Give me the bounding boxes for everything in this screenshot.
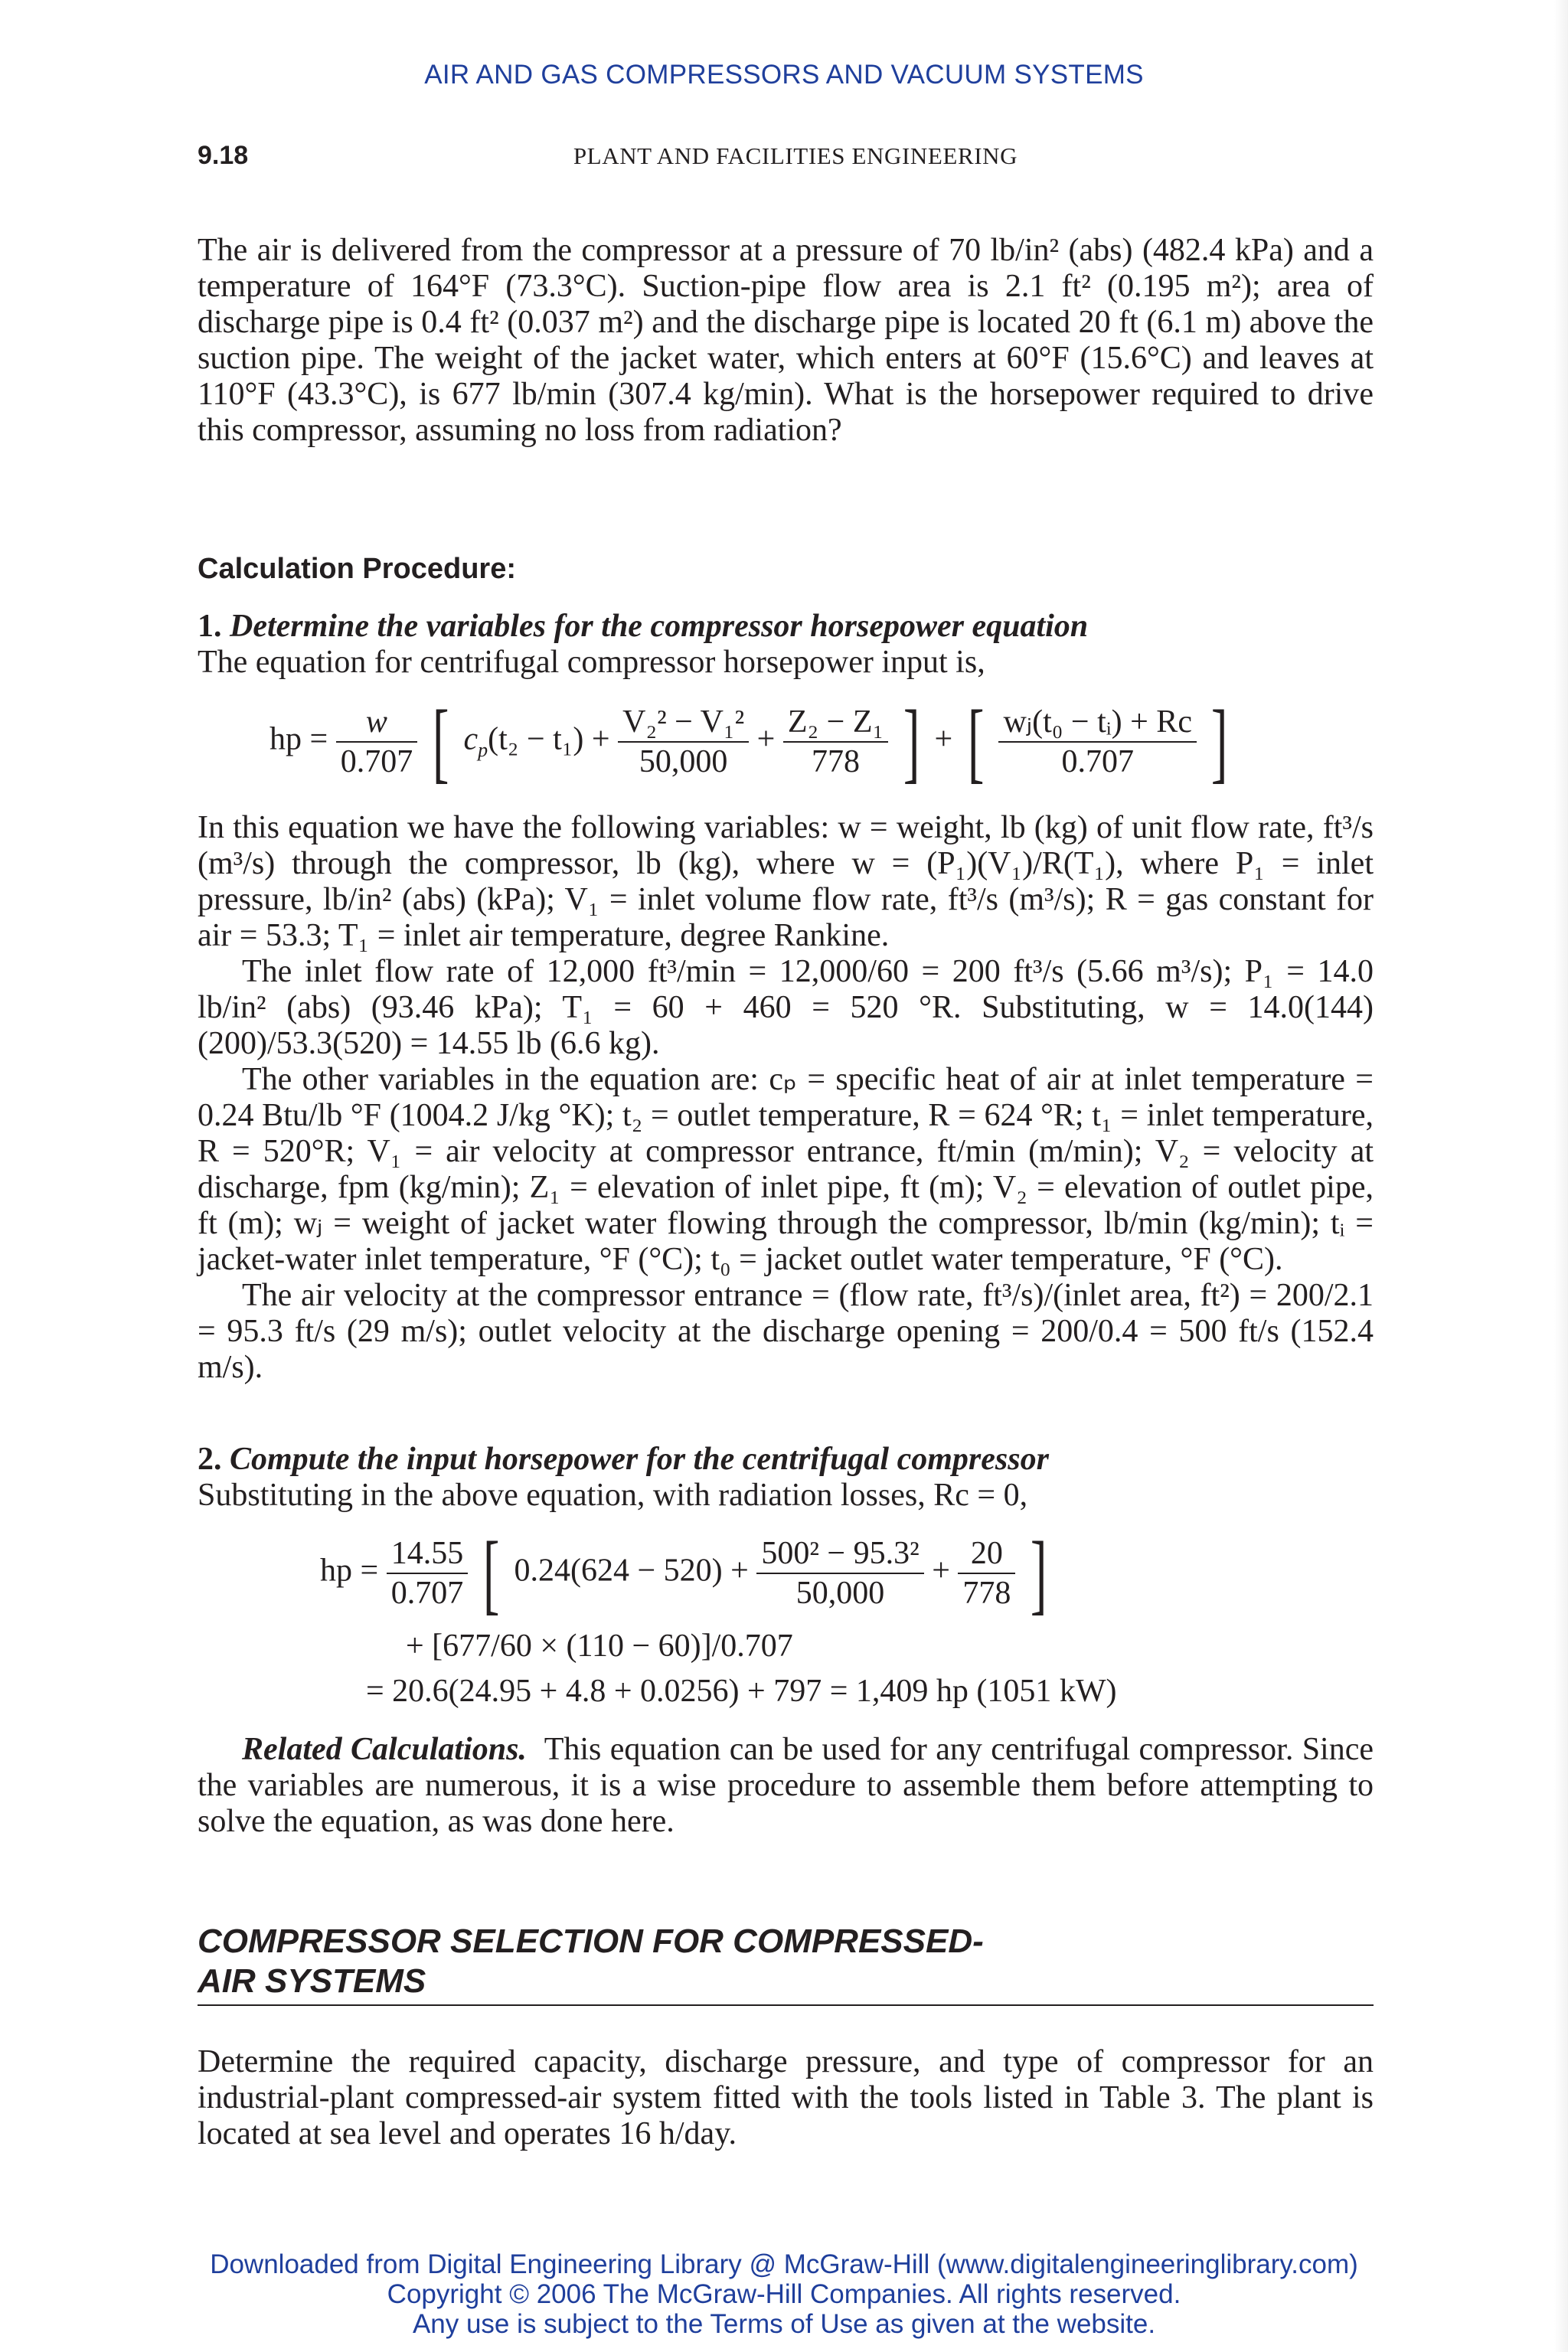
footer-copyright: Copyright © 2006 The McGraw-Hill Companies. All rights reserved. bbox=[387, 2279, 1181, 2309]
eq2-velocity-fraction bbox=[756, 1534, 923, 1612]
page-edge-shadow bbox=[1554, 0, 1568, 2352]
step-2-lead: Substituting in the above equation, with radiation losses, Rc = 0, bbox=[198, 1478, 1028, 1513]
section-heading-line-2: AIR SYSTEMS bbox=[198, 1962, 426, 2000]
step-2-title: Compute the input horsepower for the centrifugal compressor bbox=[230, 1442, 1049, 1477]
eq1-velocity-fraction bbox=[618, 703, 749, 781]
section-text: Determine the required capacity, discharge pressure, and type of compressor for an industrial-plant compressed-air system fitted with the tools listed in Table 3. The plant is located at sea level and operates 16 h/day. bbox=[198, 2044, 1374, 2151]
variables-paragraph-3: The other variables in the equation are: cₚ = specific heat of air at inlet temperature = 0.24 Btu/lb °F (1004.2 J/kg °K); t₂ = outlet temperature, R = 624 °R; t₁ = inlet temperature, R = 520°R; V₁ = air velocity at compressor entrance, ft/min (m/min); V₂ = velocity at discharge, fpm (kg/min); Z₁ = elevation of inlet pipe, ft (m); V₂ = elevation of outlet pipe, ft (m); wⱼ = weight of jacket water flowing through the compressor, lb/min (kg/min); tᵢ = jacket-water inlet temperature, °F (°C); t₀ = jacket outlet water temperature, °F (°C). bbox=[198, 1062, 1374, 1277]
variables-paragraph-4: The air velocity at the compressor entrance = (flow rate, ft³/s)/(inlet area, ft²) = 200/2.1 = 95.3 ft/s (29 m/s); outlet velocity at the discharge opening = 200/0.4 = 500 ft/s (152.4 m/s). bbox=[198, 1278, 1374, 1385]
horsepower-equation: hp = $\frac{w}{0.707}$ [ $c_p(t_2 - t_1)$ + $\frac{\text{V₂² − V₁²}}{50,000}$ + $\frac{\text{Z₂ − Z₁}}{778}$ ] + [ $\frac{\text{wⱼ(t₀ − tᵢ) + Rc}}{0.707}$ ] bbox=[270, 691, 1228, 792]
variables-paragraph-2: The inlet flow rate of 12,000 ft³/min = 12,000/60 = 200 ft³/s (5.66 m³/s); P₁ = 14.0 lb/in² (abs) (93.46 kPa); T₁ = 60 + 460 = 520 °R. Substituting, w = 14.0(144)(200)/53.3(520) = 14.55 lb (6.6 kg). bbox=[198, 954, 1374, 1061]
eq1-elevation-fraction bbox=[783, 703, 888, 781]
eq2-velocity-den: 50,000 bbox=[795, 1576, 885, 1611]
footer bbox=[0, 2249, 1568, 2339]
eq2-right-bracket: ] bbox=[1030, 1523, 1047, 1623]
eq2-velocity-num: 500² − 95.3² bbox=[756, 1534, 923, 1574]
eq2-elevation-den: 778 bbox=[962, 1576, 1011, 1611]
step-1-heading bbox=[198, 608, 1088, 645]
eq2-w-fraction bbox=[387, 1534, 469, 1612]
step-2-number: 2. bbox=[198, 1442, 222, 1477]
eq1-velocity-den: 50,000 bbox=[639, 744, 728, 779]
eq2-line-3: = 20.6(24.95 + 4.8 + 0.0256) + 797 = 1,409 hp (1051 kW) bbox=[366, 1674, 1117, 1709]
eq2-w-num: 14.55 bbox=[387, 1534, 469, 1574]
eq1-jacket-fraction bbox=[998, 703, 1197, 781]
eq2-w-den: 0.707 bbox=[390, 1576, 464, 1611]
related-calculations bbox=[198, 1732, 1374, 1840]
section-heading bbox=[198, 1922, 984, 2001]
eq2-plus: + bbox=[932, 1553, 950, 1589]
eq1-w-fraction bbox=[336, 703, 418, 781]
eq1-cp-subscript: p bbox=[478, 739, 488, 762]
step-1-number: 1. bbox=[198, 609, 222, 644]
intro-text: The air is delivered from the compressor at a pressure of 70 lb/in² (abs) (482.4 kPa) and a temperature of 164°F (73.3°C). Suction-pipe flow area is 2.1 ft² (0.195 m²); area of discharge pipe is 0.4 ft² (0.037 m²) and the discharge pipe is located 20 ft (6.1 m) above the suction pipe. The weight of the jacket water, which enters at 60°F (15.6°C) and leaves at 110°F (43.3°C), is 677 lb/min (307.4 kg/min). What is the horsepower required to drive this compressor, assuming no loss from radiation? bbox=[198, 233, 1374, 448]
footer-download-link[interactable]: Downloaded from Digital Engineering Library @ McGraw-Hill (www.digitalengineeringlibrary.com) bbox=[210, 2249, 1358, 2279]
eq2-middle-term: 0.24(624 − 520) + bbox=[514, 1553, 749, 1589]
step-1-lead: The equation for centrifugal compressor horsepower input is, bbox=[198, 645, 985, 680]
variables-block bbox=[198, 810, 1374, 1386]
eq1-cp: c bbox=[463, 721, 479, 757]
section-divider bbox=[198, 2004, 1374, 2006]
eq2-line-2: + [677/60 × (110 − 60)]/0.707 bbox=[406, 1628, 793, 1664]
eq1-w-den: 0.707 bbox=[340, 744, 413, 779]
eq1-w-num: w bbox=[336, 703, 418, 743]
chapter-banner: AIR AND GAS COMPRESSORS AND VACUUM SYSTEMS bbox=[424, 60, 1144, 90]
eq2-left-bracket: [ bbox=[482, 1523, 500, 1623]
eq1-lhs: hp = bbox=[270, 721, 328, 757]
related-label: Related Calculations. bbox=[242, 1732, 527, 1767]
eq1-left-bracket-2: [ bbox=[967, 691, 985, 792]
eq1-right-bracket: ] bbox=[903, 691, 920, 792]
step-1-title: Determine the variables for the compressor horsepower equation bbox=[230, 609, 1089, 644]
footer-terms[interactable]: Any use is subject to the Terms of Use as given at the website. bbox=[412, 2309, 1156, 2339]
eq1-right-bracket-2: ] bbox=[1211, 691, 1228, 792]
related-text: This equation can be used for any centrifugal compressor. Since the variables are numerous, it is a wise procedure to assemble them before attempting to solve the equation, as was done here. bbox=[198, 1732, 1374, 1839]
variables-paragraph-1: In this equation we have the following variables: w = weight, lb (kg) of unit flow rate, ft³/s (m³/s) through the compressor, lb (kg), where w = (P₁)(V₁)/R(T₁), where P₁ = inlet pressure, lb/in² (abs) (kPa); V₁ = inlet volume flow rate, ft³/s (m³/s); R = gas constant for air = 53.3; T₁ = inlet air temperature, degree Rankine. bbox=[198, 810, 1374, 953]
substituted-equation bbox=[320, 1523, 1054, 1623]
eq1-elevation-den: 778 bbox=[812, 744, 860, 779]
step-2-heading bbox=[198, 1441, 1049, 1478]
eq2-elevation-fraction bbox=[958, 1534, 1015, 1612]
eq2-elevation-num: 20 bbox=[958, 1534, 1015, 1574]
eq1-velocity-num: V₂² − V₁² bbox=[618, 703, 749, 743]
eq2-lhs: hp = bbox=[320, 1553, 379, 1589]
eq1-elevation-num: Z₂ − Z₁ bbox=[783, 703, 888, 743]
eq1-t-diff: (t₂ − t₁) + bbox=[488, 721, 610, 757]
intro-paragraph bbox=[198, 233, 1374, 449]
eq1-left-bracket: [ bbox=[432, 691, 449, 792]
section-paragraph bbox=[198, 2044, 1374, 2152]
running-head: PLANT AND FACILITIES ENGINEERING bbox=[573, 142, 1018, 169]
eq1-jacket-den: 0.707 bbox=[1061, 744, 1134, 779]
page-number: 9.18 bbox=[198, 141, 249, 170]
section-heading-line-1: COMPRESSOR SELECTION FOR COMPRESSED- bbox=[198, 1922, 984, 1960]
eq1-plus: + bbox=[934, 721, 953, 757]
eq1-jacket-num: wⱼ(t₀ − tᵢ) + Rc bbox=[998, 703, 1197, 743]
calculation-heading: Calculation Procedure: bbox=[198, 553, 516, 585]
